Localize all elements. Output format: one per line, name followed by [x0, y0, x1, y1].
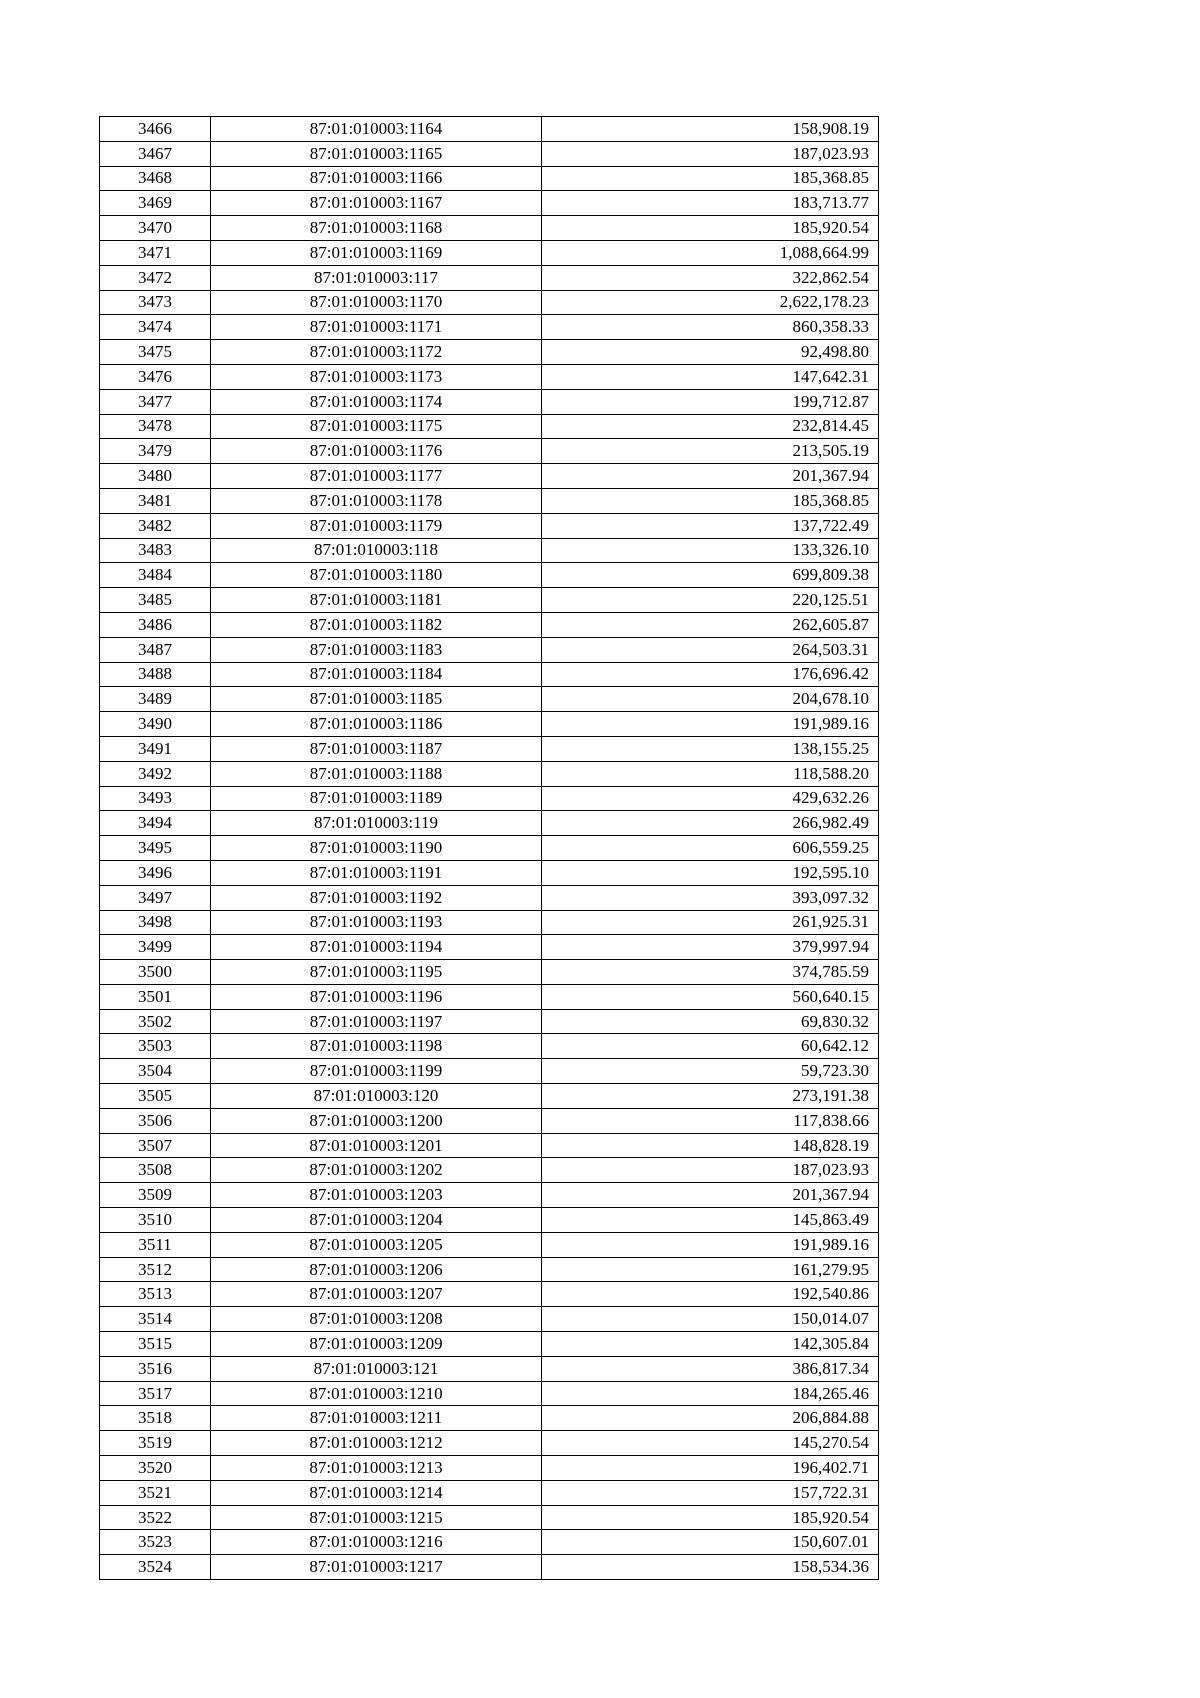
table-row	[100, 637, 879, 662]
table-row	[100, 1505, 879, 1530]
cadastral-number-cell: 87:01:010003:1215	[211, 1505, 542, 1530]
cadastral-number-cell: 87:01:010003:1177	[211, 464, 542, 489]
cadastral-value-cell: 191,989.16	[542, 712, 879, 737]
row-number-cell: 3496	[100, 860, 211, 885]
row-number-cell: 3498	[100, 910, 211, 935]
cadastral-value-cell: 142,305.84	[542, 1332, 879, 1357]
cadastral-number-cell: 87:01:010003:1214	[211, 1480, 542, 1505]
cadastral-value-cell: 262,605.87	[542, 612, 879, 637]
row-number-cell: 3474	[100, 315, 211, 340]
table-row	[100, 736, 879, 761]
table-row	[100, 513, 879, 538]
table-row	[100, 984, 879, 1009]
cadastral-number-cell: 87:01:010003:1207	[211, 1282, 542, 1307]
cadastral-number-cell: 87:01:010003:1200	[211, 1108, 542, 1133]
table-row	[100, 315, 879, 340]
cadastral-number-cell: 87:01:010003:1190	[211, 836, 542, 861]
cadastral-number-cell: 87:01:010003:1165	[211, 141, 542, 166]
cadastral-value-cell: 192,540.86	[542, 1282, 879, 1307]
table-row	[100, 1108, 879, 1133]
cadastral-value-cell: 386,817.34	[542, 1356, 879, 1381]
table-row	[100, 1332, 879, 1357]
cadastral-number-cell: 87:01:010003:1166	[211, 166, 542, 191]
table-row	[100, 290, 879, 315]
row-number-cell: 3466	[100, 117, 211, 142]
row-number-cell: 3511	[100, 1232, 211, 1257]
cadastral-number-cell: 87:01:010003:1188	[211, 761, 542, 786]
row-number-cell: 3493	[100, 786, 211, 811]
cadastral-number-cell: 87:01:010003:1206	[211, 1257, 542, 1282]
row-number-cell: 3517	[100, 1381, 211, 1406]
row-number-cell: 3468	[100, 166, 211, 191]
row-number-cell: 3472	[100, 265, 211, 290]
cadastral-value-cell: 133,326.10	[542, 538, 879, 563]
table-row	[100, 935, 879, 960]
table-row	[100, 811, 879, 836]
row-number-cell: 3481	[100, 488, 211, 513]
cadastral-number-cell: 87:01:010003:1198	[211, 1034, 542, 1059]
table-row	[100, 1307, 879, 1332]
row-number-cell: 3497	[100, 885, 211, 910]
table-row	[100, 1282, 879, 1307]
row-number-cell: 3507	[100, 1133, 211, 1158]
cadastral-value-cell: 158,908.19	[542, 117, 879, 142]
table-row	[100, 1208, 879, 1233]
cadastral-number-cell: 87:01:010003:1168	[211, 216, 542, 241]
row-number-cell: 3473	[100, 290, 211, 315]
cadastral-number-cell: 87:01:010003:1213	[211, 1456, 542, 1481]
table-row	[100, 1555, 879, 1580]
cadastral-number-cell: 87:01:010003:117	[211, 265, 542, 290]
cadastral-value-cell: 185,920.54	[542, 216, 879, 241]
cadastral-number-cell: 87:01:010003:1178	[211, 488, 542, 513]
table-row	[100, 712, 879, 737]
cadastral-number-cell: 87:01:010003:1217	[211, 1555, 542, 1580]
cadastral-number-cell: 87:01:010003:1174	[211, 389, 542, 414]
table-row	[100, 216, 879, 241]
row-number-cell: 3487	[100, 637, 211, 662]
cadastral-number-cell: 87:01:010003:1212	[211, 1431, 542, 1456]
cadastral-number-cell: 87:01:010003:1175	[211, 414, 542, 439]
cadastral-value-cell: 201,367.94	[542, 464, 879, 489]
cadastral-number-cell: 87:01:010003:1197	[211, 1009, 542, 1034]
table-row	[100, 240, 879, 265]
row-number-cell: 3469	[100, 191, 211, 216]
cadastral-number-cell: 87:01:010003:1167	[211, 191, 542, 216]
cadastral-value-cell: 699,809.38	[542, 563, 879, 588]
row-number-cell: 3470	[100, 216, 211, 241]
row-number-cell: 3492	[100, 761, 211, 786]
cadastral-value-cell: 161,279.95	[542, 1257, 879, 1282]
cadastral-number-cell: 87:01:010003:1199	[211, 1059, 542, 1084]
row-number-cell: 3477	[100, 389, 211, 414]
row-number-cell: 3484	[100, 563, 211, 588]
table-row	[100, 1356, 879, 1381]
cadastral-value-cell: 69,830.32	[542, 1009, 879, 1034]
cadastral-number-cell: 87:01:010003:1194	[211, 935, 542, 960]
row-number-cell: 3516	[100, 1356, 211, 1381]
cadastral-value-cell: 150,607.01	[542, 1530, 879, 1555]
cadastral-value-cell: 192,595.10	[542, 860, 879, 885]
cadastral-value-cell: 187,023.93	[542, 1158, 879, 1183]
cadastral-value-cell: 232,814.45	[542, 414, 879, 439]
row-number-cell: 3514	[100, 1307, 211, 1332]
cadastral-value-cell: 191,989.16	[542, 1232, 879, 1257]
table-row	[100, 662, 879, 687]
table-row	[100, 1381, 879, 1406]
table-row	[100, 1431, 879, 1456]
cadastral-value-cell: 145,270.54	[542, 1431, 879, 1456]
table-body	[100, 117, 879, 1580]
row-number-cell: 3486	[100, 612, 211, 637]
cadastral-value-cell: 158,534.36	[542, 1555, 879, 1580]
row-number-cell: 3476	[100, 364, 211, 389]
cadastral-number-cell: 87:01:010003:1216	[211, 1530, 542, 1555]
row-number-cell: 3500	[100, 960, 211, 985]
cadastral-number-cell: 87:01:010003:1179	[211, 513, 542, 538]
cadastral-value-cell: 196,402.71	[542, 1456, 879, 1481]
cadastral-value-cell: 560,640.15	[542, 984, 879, 1009]
cadastral-value-cell: 261,925.31	[542, 910, 879, 935]
row-number-cell: 3471	[100, 240, 211, 265]
cadastral-value-cell: 138,155.25	[542, 736, 879, 761]
cadastral-value-cell: 379,997.94	[542, 935, 879, 960]
row-number-cell: 3504	[100, 1059, 211, 1084]
table-row	[100, 1158, 879, 1183]
row-number-cell: 3467	[100, 141, 211, 166]
row-number-cell: 3505	[100, 1084, 211, 1109]
cadastral-number-cell: 87:01:010003:1186	[211, 712, 542, 737]
cadastral-value-cell: 374,785.59	[542, 960, 879, 985]
row-number-cell: 3494	[100, 811, 211, 836]
cadastral-value-cell: 60,642.12	[542, 1034, 879, 1059]
cadastral-value-cell: 201,367.94	[542, 1183, 879, 1208]
row-number-cell: 3523	[100, 1530, 211, 1555]
cadastral-number-cell: 87:01:010003:1185	[211, 687, 542, 712]
table-row	[100, 563, 879, 588]
row-number-cell: 3499	[100, 935, 211, 960]
table-row	[100, 265, 879, 290]
cadastral-number-cell: 87:01:010003:1189	[211, 786, 542, 811]
table-row	[100, 761, 879, 786]
cadastral-number-cell: 87:01:010003:1170	[211, 290, 542, 315]
cadastral-number-cell: 87:01:010003:1181	[211, 588, 542, 613]
cadastral-value-table	[99, 116, 879, 1580]
row-number-cell: 3490	[100, 712, 211, 737]
table-row	[100, 464, 879, 489]
cadastral-value-cell: 148,828.19	[542, 1133, 879, 1158]
table-row	[100, 191, 879, 216]
cadastral-number-cell: 87:01:010003:1203	[211, 1183, 542, 1208]
cadastral-number-cell: 87:01:010003:1191	[211, 860, 542, 885]
row-number-cell: 3479	[100, 439, 211, 464]
table-row	[100, 141, 879, 166]
cadastral-number-cell: 87:01:010003:118	[211, 538, 542, 563]
cadastral-number-cell: 87:01:010003:1183	[211, 637, 542, 662]
table-row	[100, 1406, 879, 1431]
cadastral-value-cell: 92,498.80	[542, 340, 879, 365]
cadastral-value-cell: 118,588.20	[542, 761, 879, 786]
row-number-cell: 3513	[100, 1282, 211, 1307]
row-number-cell: 3510	[100, 1208, 211, 1233]
table-row	[100, 1133, 879, 1158]
table-row	[100, 364, 879, 389]
table-row	[100, 117, 879, 142]
cadastral-number-cell: 87:01:010003:1176	[211, 439, 542, 464]
cadastral-number-cell: 87:01:010003:1202	[211, 1158, 542, 1183]
cadastral-value-cell: 157,722.31	[542, 1480, 879, 1505]
table-row	[100, 439, 879, 464]
cadastral-value-cell: 204,678.10	[542, 687, 879, 712]
row-number-cell: 3495	[100, 836, 211, 861]
table-row	[100, 340, 879, 365]
cadastral-value-cell: 2,622,178.23	[542, 290, 879, 315]
row-number-cell: 3503	[100, 1034, 211, 1059]
cadastral-value-cell: 184,265.46	[542, 1381, 879, 1406]
row-number-cell: 3512	[100, 1257, 211, 1282]
table-row	[100, 1009, 879, 1034]
cadastral-number-cell: 87:01:010003:1187	[211, 736, 542, 761]
row-number-cell: 3480	[100, 464, 211, 489]
table-row	[100, 860, 879, 885]
row-number-cell: 3475	[100, 340, 211, 365]
cadastral-value-cell: 185,368.85	[542, 488, 879, 513]
row-number-cell: 3483	[100, 538, 211, 563]
cadastral-number-cell: 87:01:010003:1180	[211, 563, 542, 588]
row-number-cell: 3522	[100, 1505, 211, 1530]
row-number-cell: 3506	[100, 1108, 211, 1133]
table-row	[100, 1059, 879, 1084]
row-number-cell: 3478	[100, 414, 211, 439]
table-row	[100, 414, 879, 439]
cadastral-value-cell: 322,862.54	[542, 265, 879, 290]
row-number-cell: 3485	[100, 588, 211, 613]
cadastral-value-cell: 185,920.54	[542, 1505, 879, 1530]
cadastral-number-cell: 87:01:010003:119	[211, 811, 542, 836]
cadastral-number-cell: 87:01:010003:1201	[211, 1133, 542, 1158]
cadastral-value-cell: 185,368.85	[542, 166, 879, 191]
table-row	[100, 687, 879, 712]
cadastral-value-cell: 206,884.88	[542, 1406, 879, 1431]
table-row	[100, 588, 879, 613]
row-number-cell: 3518	[100, 1406, 211, 1431]
cadastral-number-cell: 87:01:010003:1205	[211, 1232, 542, 1257]
row-number-cell: 3524	[100, 1555, 211, 1580]
cadastral-number-cell: 87:01:010003:1173	[211, 364, 542, 389]
cadastral-number-cell: 87:01:010003:1182	[211, 612, 542, 637]
cadastral-number-cell: 87:01:010003:1210	[211, 1381, 542, 1406]
cadastral-value-cell: 145,863.49	[542, 1208, 879, 1233]
row-number-cell: 3489	[100, 687, 211, 712]
cadastral-value-cell: 117,838.66	[542, 1108, 879, 1133]
cadastral-value-cell: 137,722.49	[542, 513, 879, 538]
cadastral-number-cell: 87:01:010003:1193	[211, 910, 542, 935]
cadastral-value-cell: 273,191.38	[542, 1084, 879, 1109]
table-row	[100, 538, 879, 563]
cadastral-value-cell: 429,632.26	[542, 786, 879, 811]
row-number-cell: 3519	[100, 1431, 211, 1456]
cadastral-number-cell: 87:01:010003:1204	[211, 1208, 542, 1233]
cadastral-number-cell: 87:01:010003:1192	[211, 885, 542, 910]
cadastral-number-cell: 87:01:010003:1209	[211, 1332, 542, 1357]
cadastral-number-cell: 87:01:010003:120	[211, 1084, 542, 1109]
table-row	[100, 1530, 879, 1555]
row-number-cell: 3488	[100, 662, 211, 687]
table-row	[100, 166, 879, 191]
table-row	[100, 612, 879, 637]
cadastral-value-cell: 183,713.77	[542, 191, 879, 216]
cadastral-number-cell: 87:01:010003:1184	[211, 662, 542, 687]
cadastral-number-cell: 87:01:010003:1171	[211, 315, 542, 340]
cadastral-value-cell: 187,023.93	[542, 141, 879, 166]
table-row	[100, 1232, 879, 1257]
cadastral-value-cell: 150,014.07	[542, 1307, 879, 1332]
cadastral-number-cell: 87:01:010003:1164	[211, 117, 542, 142]
table-row	[100, 1183, 879, 1208]
table-row	[100, 836, 879, 861]
table-row	[100, 1034, 879, 1059]
cadastral-value-cell: 1,088,664.99	[542, 240, 879, 265]
row-number-cell: 3491	[100, 736, 211, 761]
cadastral-number-cell: 87:01:010003:1211	[211, 1406, 542, 1431]
cadastral-value-cell: 606,559.25	[542, 836, 879, 861]
row-number-cell: 3482	[100, 513, 211, 538]
row-number-cell: 3515	[100, 1332, 211, 1357]
row-number-cell: 3509	[100, 1183, 211, 1208]
table-row	[100, 1480, 879, 1505]
cadastral-value-cell: 147,642.31	[542, 364, 879, 389]
table-row	[100, 1084, 879, 1109]
cadastral-number-cell: 87:01:010003:1172	[211, 340, 542, 365]
cadastral-value-cell: 176,696.42	[542, 662, 879, 687]
table-row	[100, 786, 879, 811]
cadastral-value-cell: 220,125.51	[542, 588, 879, 613]
cadastral-number-cell: 87:01:010003:1195	[211, 960, 542, 985]
cadastral-value-cell: 266,982.49	[542, 811, 879, 836]
row-number-cell: 3520	[100, 1456, 211, 1481]
cadastral-value-cell: 264,503.31	[542, 637, 879, 662]
cadastral-value-cell: 213,505.19	[542, 439, 879, 464]
cadastral-value-cell: 199,712.87	[542, 389, 879, 414]
cadastral-value-cell: 59,723.30	[542, 1059, 879, 1084]
table-row	[100, 960, 879, 985]
table-row	[100, 488, 879, 513]
table-row	[100, 1257, 879, 1282]
cadastral-value-cell: 393,097.32	[542, 885, 879, 910]
table-row	[100, 885, 879, 910]
cadastral-number-cell: 87:01:010003:1169	[211, 240, 542, 265]
row-number-cell: 3508	[100, 1158, 211, 1183]
cadastral-number-cell: 87:01:010003:121	[211, 1356, 542, 1381]
cadastral-number-cell: 87:01:010003:1196	[211, 984, 542, 1009]
table-row	[100, 1456, 879, 1481]
table-row	[100, 389, 879, 414]
cadastral-number-cell: 87:01:010003:1208	[211, 1307, 542, 1332]
table-row	[100, 910, 879, 935]
row-number-cell: 3501	[100, 984, 211, 1009]
row-number-cell: 3502	[100, 1009, 211, 1034]
row-number-cell: 3521	[100, 1480, 211, 1505]
cadastral-value-cell: 860,358.33	[542, 315, 879, 340]
